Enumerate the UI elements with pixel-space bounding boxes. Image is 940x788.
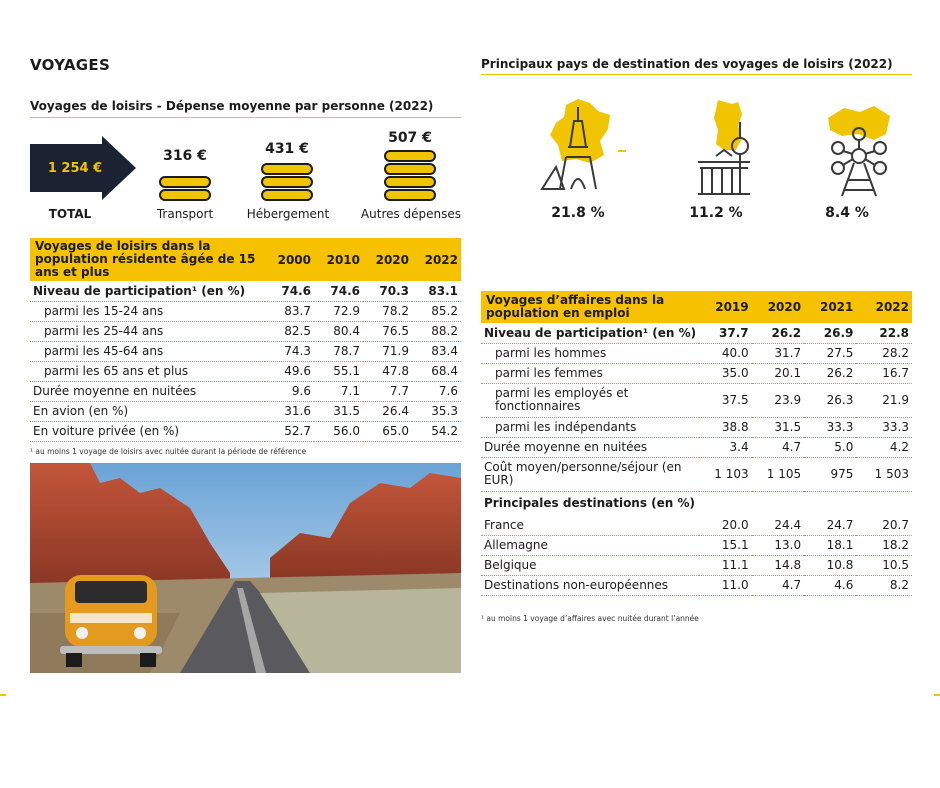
row-label: Principales destinations (en %)	[484, 496, 696, 511]
row-value: 31.5	[314, 401, 363, 421]
row-value: 28.2	[856, 343, 912, 363]
row-value: 35.3	[412, 401, 461, 421]
table-row	[481, 575, 912, 595]
row-label: parmi les 45-64 ans	[30, 341, 265, 361]
total-label: TOTAL	[48, 207, 92, 221]
table-row	[481, 383, 912, 417]
spending-title: Voyages de loisirs - Dépense moyenne par personne (2022)	[30, 99, 434, 113]
row-label: Allemagne	[481, 535, 699, 555]
year-header: 2010	[314, 238, 363, 281]
row-value: 7.1	[314, 381, 363, 401]
row-value: 7.6	[412, 381, 461, 401]
row-label: Belgique	[481, 555, 699, 575]
row-value: 31.5	[752, 417, 804, 437]
year-header: 2019	[699, 291, 751, 323]
table-row	[30, 361, 461, 381]
row-value: 78.2	[363, 301, 412, 321]
row-label: Niveau de participation¹ (en %)	[30, 281, 265, 301]
table-row	[30, 341, 461, 361]
row-value: 74.3	[265, 341, 314, 361]
spending-item-hebergement	[252, 141, 322, 157]
spending-item-transport	[150, 148, 220, 164]
destinations-title-rule	[481, 74, 912, 75]
table-row	[481, 417, 912, 437]
table-header-label: Voyages d’affaires dans la population en emploi	[481, 291, 699, 323]
table-row	[30, 281, 461, 301]
row-label: Durée moyenne en nuitées	[481, 437, 699, 457]
row-label: Coût moyen/personne/séjour (en EUR)	[481, 457, 699, 491]
row-label: parmi les indépendants	[481, 417, 699, 437]
spending-item-autres	[375, 130, 445, 146]
row-value: 975	[804, 457, 856, 491]
row-value: 8.2	[856, 575, 912, 595]
row-value: 33.3	[856, 417, 912, 437]
row-value: 4.7	[752, 575, 804, 595]
row-value: 26.2	[752, 323, 804, 343]
section-title: VOYAGES	[30, 56, 111, 74]
row-value: 72.9	[314, 301, 363, 321]
row-value: 10.8	[804, 555, 856, 575]
table-row	[481, 491, 912, 515]
row-value: 78.7	[314, 341, 363, 361]
row-label: Niveau de participation¹ (en %)	[481, 323, 699, 343]
row-label: parmi les femmes	[481, 363, 699, 383]
table-row	[481, 555, 912, 575]
table-row	[30, 321, 461, 341]
edge-mark-right	[934, 694, 940, 696]
year-header: 2021	[804, 291, 856, 323]
row-value: 11.1	[699, 555, 751, 575]
edge-mark-left	[0, 694, 6, 696]
spending-amount: 431 €	[265, 141, 309, 157]
table-row	[481, 323, 912, 343]
row-value: 71.9	[363, 341, 412, 361]
year-header: 2020	[363, 238, 412, 281]
row-value: 20.7	[856, 515, 912, 535]
row-value: 85.2	[412, 301, 461, 321]
row-label: En avion (en %)	[30, 401, 265, 421]
destinations-title: Principaux pays de destination des voyages de loisirs (2022)	[481, 57, 893, 71]
row-value: 18.2	[856, 535, 912, 555]
row-value: 23.9	[752, 383, 804, 417]
business-footnote: ¹ au moins 1 voyage d’affaires avec nuitée durant l’année	[481, 614, 699, 623]
business-table	[481, 291, 912, 596]
row-value: 68.4	[412, 361, 461, 381]
germany-brandenburg-gate-icon	[692, 98, 762, 198]
table-row	[30, 381, 461, 401]
spending-label: Transport	[156, 207, 214, 221]
row-value: 37.5	[699, 383, 751, 417]
table-header-label: Voyages de loisirs dans la population résidente âgée de 15 ans et plus	[30, 238, 265, 281]
belgium-atomium-icon	[824, 104, 894, 198]
row-value: 82.5	[265, 321, 314, 341]
row-value: 40.0	[699, 343, 751, 363]
row-value: 21.9	[856, 383, 912, 417]
row-value: 38.8	[699, 417, 751, 437]
row-label: parmi les 65 ans et plus	[30, 361, 265, 381]
row-value: 20.1	[752, 363, 804, 383]
row-label: parmi les hommes	[481, 343, 699, 363]
table-row	[30, 421, 461, 441]
row-value: 74.6	[314, 281, 363, 301]
row-value: 24.7	[804, 515, 856, 535]
row-value: 80.4	[314, 321, 363, 341]
row-value: 7.7	[363, 381, 412, 401]
row-value: 37.7	[699, 323, 751, 343]
table-row	[481, 363, 912, 383]
destination-percent: 11.2 %	[689, 205, 743, 221]
table-row	[481, 457, 912, 491]
row-value: 54.2	[412, 421, 461, 441]
spending-label: Autres dépenses	[360, 207, 462, 221]
row-value: 83.1	[412, 281, 461, 301]
france-eiffel-tower-icon	[538, 97, 618, 197]
row-value: 4.6	[804, 575, 856, 595]
spending-amount: 507 €	[388, 130, 432, 146]
row-value: 26.9	[804, 323, 856, 343]
table-row	[481, 515, 912, 535]
row-value: 4.2	[856, 437, 912, 457]
row-value: 3.4	[699, 437, 751, 457]
coin-stack-icon	[384, 150, 436, 204]
row-value: 14.8	[752, 555, 804, 575]
road-trip-photo	[30, 463, 461, 673]
row-value: 47.8	[363, 361, 412, 381]
row-value: 70.3	[363, 281, 412, 301]
table-row	[30, 401, 461, 421]
year-header: 2022	[856, 291, 912, 323]
row-value: 83.7	[265, 301, 314, 321]
total-value: 1 254 €	[47, 160, 103, 176]
row-label: Durée moyenne en nuitées	[30, 381, 265, 401]
fr-accent-mark	[618, 150, 626, 152]
row-label: parmi les 15-24 ans	[30, 301, 265, 321]
row-value: 18.1	[804, 535, 856, 555]
row-value	[752, 491, 804, 515]
spending-label: Hébergement	[246, 207, 330, 221]
coin-stack-icon	[261, 163, 313, 204]
row-value: 16.7	[856, 363, 912, 383]
year-header: 2020	[752, 291, 804, 323]
destination-percent: 21.8 %	[551, 205, 605, 221]
row-value	[699, 491, 751, 515]
row-value: 5.0	[804, 437, 856, 457]
row-value: 76.5	[363, 321, 412, 341]
row-value: 4.7	[752, 437, 804, 457]
table-row	[30, 301, 461, 321]
row-value: 88.2	[412, 321, 461, 341]
destination-percent: 8.4 %	[825, 205, 869, 221]
row-value: 33.3	[804, 417, 856, 437]
table-row	[481, 437, 912, 457]
row-label: En voiture privée (en %)	[30, 421, 265, 441]
row-value	[804, 491, 856, 515]
year-header: 2000	[265, 238, 314, 281]
row-value: 1 503	[856, 457, 912, 491]
row-value: 24.4	[752, 515, 804, 535]
row-value: 11.0	[699, 575, 751, 595]
row-value: 52.7	[265, 421, 314, 441]
row-value: 26.2	[804, 363, 856, 383]
row-value	[856, 491, 912, 515]
coin-stack-icon	[159, 176, 211, 204]
row-value: 74.6	[265, 281, 314, 301]
row-label: Destinations non-européennes	[481, 575, 699, 595]
row-value: 9.6	[265, 381, 314, 401]
row-value: 35.0	[699, 363, 751, 383]
row-value: 56.0	[314, 421, 363, 441]
row-value: 65.0	[363, 421, 412, 441]
table-header-row	[481, 291, 912, 323]
year-header: 2022	[412, 238, 461, 281]
row-value: 55.1	[314, 361, 363, 381]
row-value: 83.4	[412, 341, 461, 361]
row-value: 1 103	[699, 457, 751, 491]
row-value: 1 105	[752, 457, 804, 491]
row-value: 20.0	[699, 515, 751, 535]
row-value: 10.5	[856, 555, 912, 575]
row-value: 31.7	[752, 343, 804, 363]
row-label: parmi les employés et fonctionnaires	[481, 383, 699, 417]
leisure-footnote: ¹ au moins 1 voyage de loisirs avec nuitée durant la période de référence	[30, 447, 307, 456]
table-header-row	[30, 238, 461, 281]
row-value: 27.5	[804, 343, 856, 363]
row-value: 15.1	[699, 535, 751, 555]
row-value: 13.0	[752, 535, 804, 555]
leisure-table	[30, 238, 461, 442]
table-row	[481, 343, 912, 363]
row-label: parmi les 25-44 ans	[30, 321, 265, 341]
row-value: 26.4	[363, 401, 412, 421]
spending-title-rule	[30, 117, 461, 118]
row-value: 26.3	[804, 383, 856, 417]
row-value: 22.8	[856, 323, 912, 343]
spending-amount: 316 €	[163, 148, 207, 164]
table-row	[481, 535, 912, 555]
row-value: 31.6	[265, 401, 314, 421]
total-arrow	[30, 136, 138, 200]
row-value: 49.6	[265, 361, 314, 381]
row-label: France	[481, 515, 699, 535]
